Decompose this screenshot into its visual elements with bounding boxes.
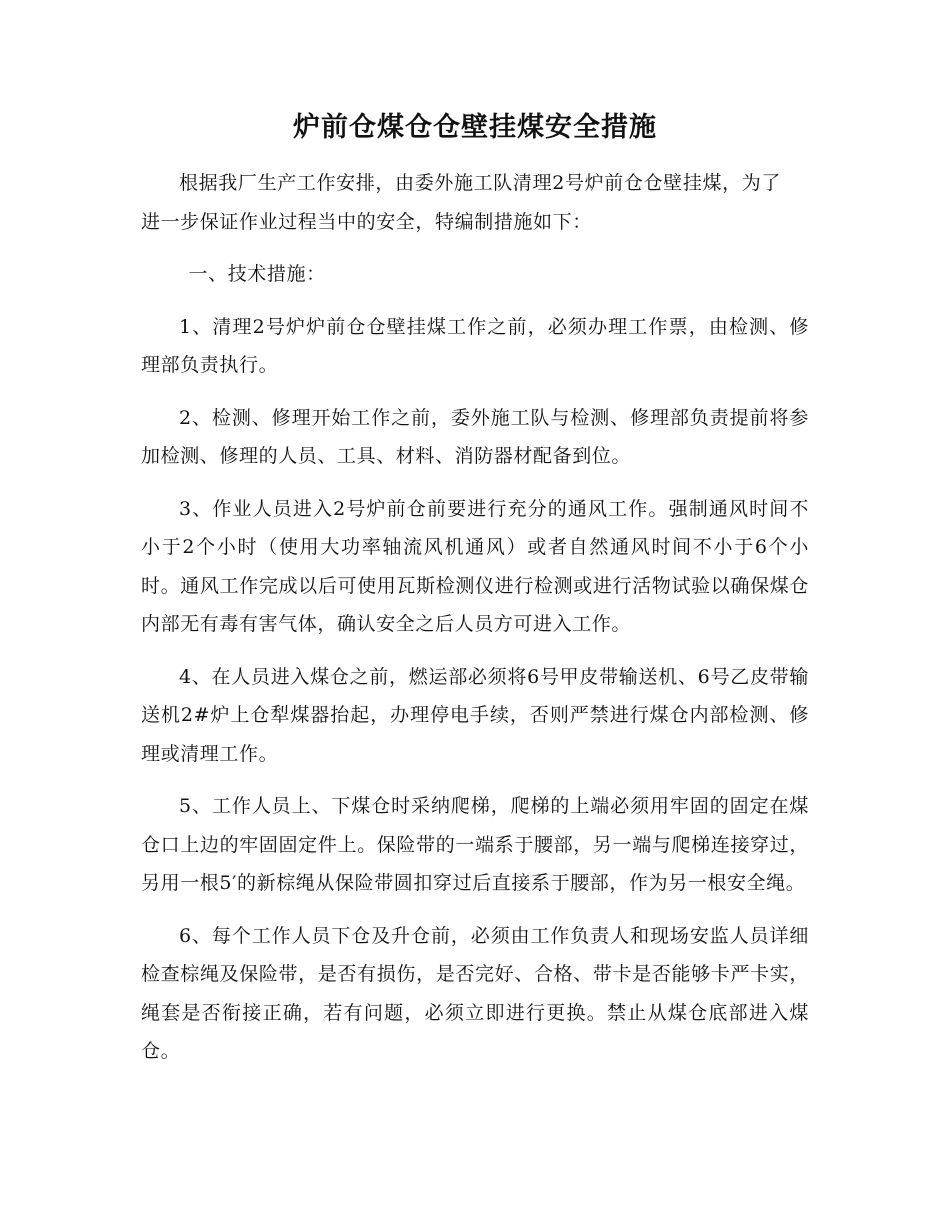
document-title: 炉前仓煤仓仓壁挂煤安全措施 [293,112,657,143]
measure-item-4: 4、在人员进入煤仓之前，燃运部必须将6号甲皮带输送机、6号乙皮带输送机2#炉上仓犁煤器抬起，办理停电手续，否则严禁进行煤仓内部检测、修理或清理工作。 [141,665,809,765]
document-body [141,164,809,1071]
intro-paragraph: 根据我厂生产工作安排，由委外施工队清理2号炉前仓仓壁挂煤，为了进一步保证作业过程当中的安全，特编制措施如下： [141,172,781,233]
measure-item-3: 3、作业人员进入2号炉前仓前要进行充分的通风工作。强制通风时间不小于2个小时（使用大功率轴流风机通风）或者自然通风时间不小于6个小时。通风工作完成以后可使用瓦斯检测仪进行检测或进行活物试验以确保煤仓内部无有毒有害气体，确认安全之后人员方可进入工作。 [141,497,809,635]
measure-item-6: 6、每个工作人员下仓及升仓前，必须由工作负责人和现场安监人员详细检查棕绳及保险带，是否有损伤，是否完好、合格、带卡是否能够卡严卡实，绳套是否衔接正确，若有问题，必须立即进行更换。禁止从煤仓底部进入煤仓。 [141,924,809,1062]
section-heading-technical-measures: 一、技术措施： [188,263,326,285]
measure-item-1: 1、清理2号炉炉前仓仓壁挂煤工作之前，必须办理工作票，由检测、修理部负责执行。 [141,315,809,376]
measure-item-5: 5、工作人员上、下煤仓时采纳爬梯，爬梯的上端必须用牢固的固定在煤仓口上边的牢固固定件上。保险带的一端系于腰部，另一端与爬梯连接穿过，另用一根5′的新棕绳从保险带圆扣穿过后直接系于腰部，作为另一根安全绳。 [141,795,809,894]
measure-item-2: 2、检测、修理开始工作之前，委外施工队与检测、修理部负责提前将参加检测、修理的人员、工具、材料、消防器材配备到位。 [141,406,809,467]
